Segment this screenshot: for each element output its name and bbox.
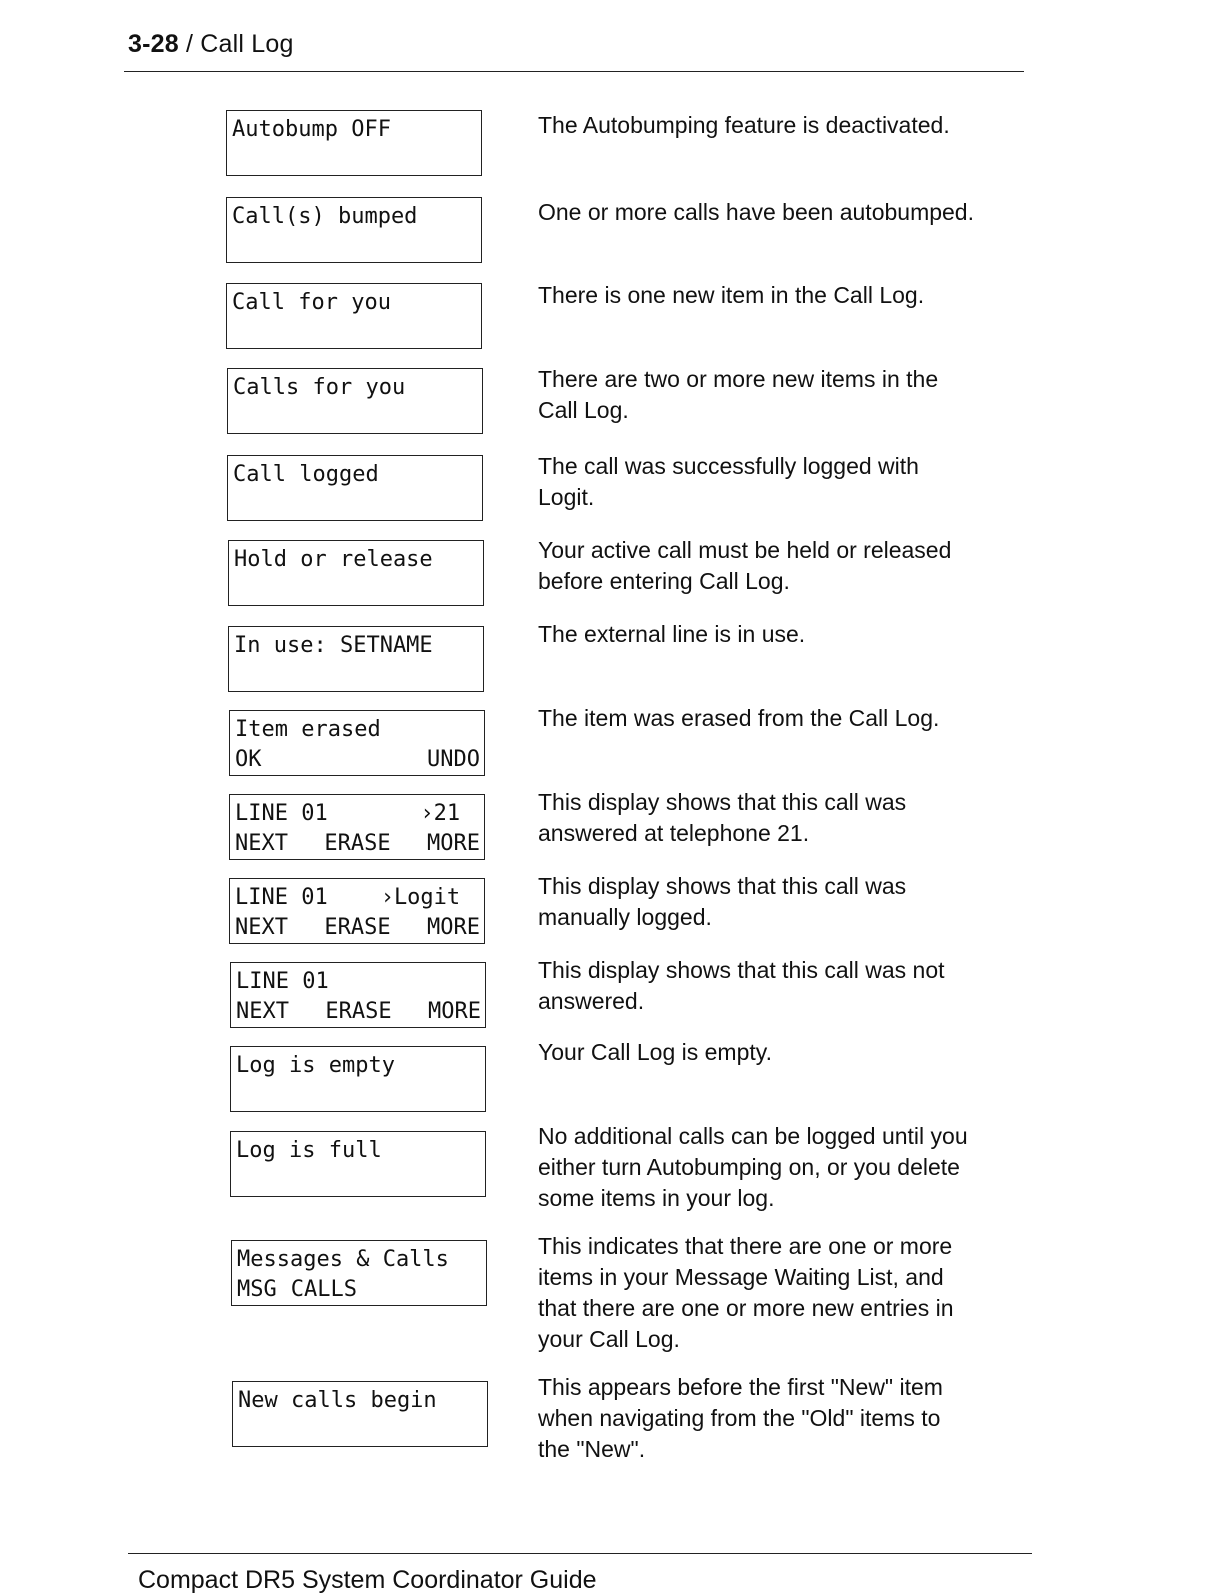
- display-description: This indicates that there are one or more items in your Message Waiting List, and that there are one or more new entries in your Call Log.: [538, 1233, 954, 1352]
- footer-rule: [128, 1553, 1032, 1554]
- lcd-display: [228, 626, 484, 692]
- lcd-line-1: Log is empty: [236, 1053, 395, 1078]
- display-description: This appears before the first "New" item when navigating from the "Old" items to the "New".: [538, 1374, 943, 1462]
- display-description: There are two or more new items in the Call Log.: [538, 366, 939, 423]
- display-description: The external line is in use.: [538, 621, 806, 647]
- softkey-label: OK: [235, 747, 262, 772]
- lcd-display: [232, 1381, 488, 1447]
- softkey-label: MORE: [427, 915, 480, 940]
- lcd-line-1: LINE 01 ›21: [235, 801, 461, 826]
- lcd-display: [227, 455, 483, 521]
- display-description: There is one new item in the Call Log.: [538, 282, 925, 308]
- lcd-line-1: LINE 01 ›Logit: [235, 885, 461, 910]
- lcd-display: [228, 540, 484, 606]
- softkey-label: ERASE: [325, 999, 392, 1024]
- lcd-softkeys: [235, 913, 480, 943]
- display-description: Your active call must be held or released before entering Call Log.: [538, 537, 952, 594]
- display-description: One or more calls have been autobumped.: [538, 199, 974, 225]
- lcd-line-1: In use: SETNAME: [234, 633, 433, 658]
- lcd-line-1: Autobump OFF: [232, 117, 391, 142]
- lcd-line-1: New calls begin: [238, 1388, 437, 1413]
- display-description: This display shows that this call was manually logged.: [538, 873, 907, 930]
- lcd-softkeys: [237, 1275, 482, 1305]
- footer-title: Compact DR5 System Coordinator Guide: [138, 1566, 597, 1594]
- lcd-softkeys: [235, 745, 480, 775]
- lcd-line-1: LINE 01: [236, 969, 329, 994]
- softkey-label: MORE: [428, 999, 481, 1024]
- lcd-display: [230, 1046, 486, 1112]
- softkey-label: MSG: [237, 1277, 277, 1302]
- lcd-display: [227, 368, 483, 434]
- display-description: This display shows that this call was answered at telephone 21.: [538, 789, 907, 846]
- lcd-display: [229, 710, 485, 776]
- lcd-line-1: Calls for you: [233, 375, 406, 400]
- lcd-line-1: Call(s) bumped: [232, 204, 418, 229]
- lcd-display: [226, 110, 482, 176]
- page-number: 3-28: [128, 30, 179, 58]
- display-description: This display shows that this call was not answered.: [538, 957, 945, 1014]
- display-description: The item was erased from the Call Log.: [538, 705, 940, 731]
- lcd-display: [229, 794, 485, 860]
- softkey-label: NEXT: [235, 831, 288, 856]
- lcd-line-1: Hold or release: [234, 547, 433, 572]
- section-title: Call Log: [200, 30, 294, 58]
- lcd-line-1: Item erased: [235, 717, 381, 742]
- header-separator: /: [178, 30, 201, 58]
- lcd-display: [230, 1131, 486, 1197]
- softkey-label: NEXT: [235, 915, 288, 940]
- softkey-label: CALLS: [290, 1277, 357, 1302]
- lcd-display: [230, 962, 486, 1028]
- lcd-line-1: Call logged: [233, 462, 379, 487]
- display-description: The Autobumping feature is deactivated.: [538, 112, 950, 138]
- softkey-label: UNDO: [427, 747, 480, 772]
- lcd-line-1: Call for you: [232, 290, 391, 315]
- lcd-line-1: Messages & Calls: [237, 1247, 449, 1272]
- softkey-label: NEXT: [236, 999, 289, 1024]
- lcd-line-1: Log is full: [236, 1138, 382, 1163]
- softkey-label: ERASE: [324, 915, 391, 940]
- lcd-display: [226, 283, 482, 349]
- lcd-softkeys: [236, 997, 481, 1027]
- lcd-display: [231, 1240, 487, 1306]
- lcd-display: [229, 878, 485, 944]
- lcd-softkeys: [235, 829, 480, 859]
- display-description: No additional calls can be logged until you either turn Autobumping on, or you delete some items in your log.: [538, 1123, 968, 1211]
- lcd-display: [226, 197, 482, 263]
- softkey-label: MORE: [427, 831, 480, 856]
- display-description: The call was successfully logged with Logit.: [538, 453, 919, 510]
- softkey-label: ERASE: [324, 831, 391, 856]
- display-description: Your Call Log is empty.: [538, 1039, 772, 1065]
